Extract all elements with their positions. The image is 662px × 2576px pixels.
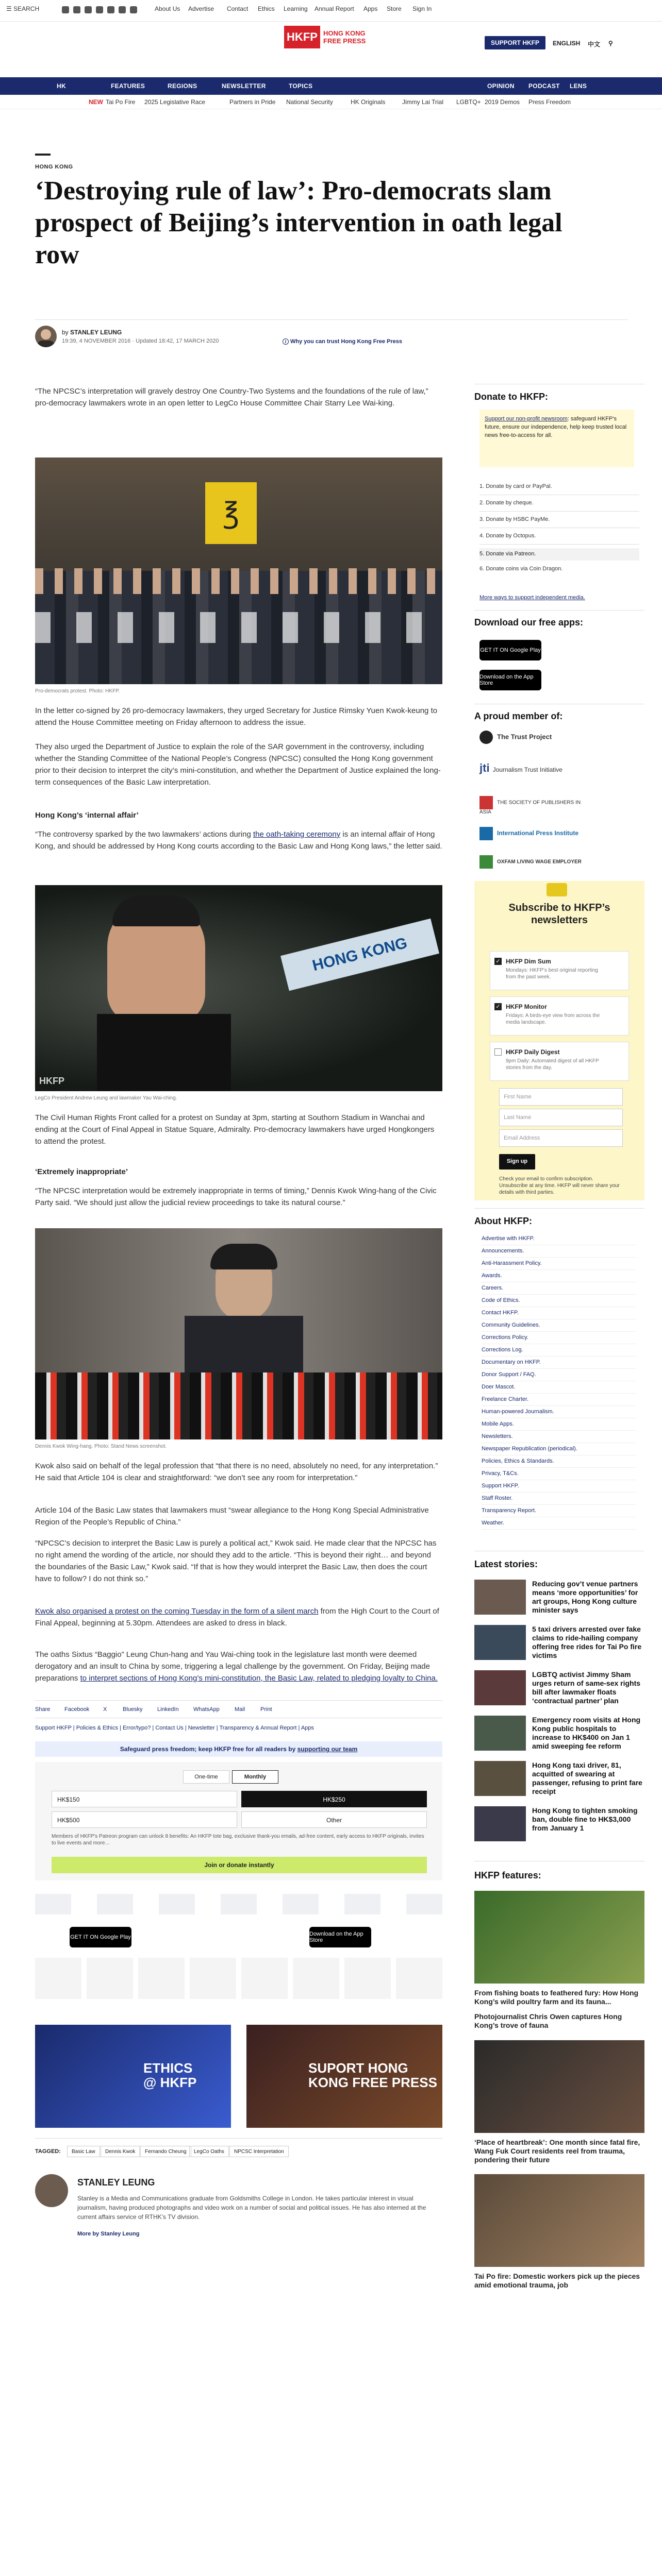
divider (35, 2138, 442, 2139)
silent-march-link[interactable]: Kwok also organised a protest on the coming Tuesday in the form of a silent march (35, 1607, 319, 1616)
donate-option[interactable]: 1. Donate by card or PayPal. (479, 483, 552, 489)
story-thumbnail[interactable] (474, 1716, 526, 1751)
about-link[interactable]: Newspaper Republication (periodical). (482, 1446, 577, 1452)
article-paragraph: Article 104 of the Basic Law states that lawmakers must “swear allegiance to the Hong Kong Special Administrative Region of the People’s Republic of China.” (35, 1506, 429, 1527)
article-paragraph: The Civil Human Rights Front called for a protest on Sunday at 3pm, starting at Southorn Stadium in Wanchai and ending at the Court of Final Appeal in Statue Square, Admiralty. Pro-democracy lawmakers have urged Hongkongers to attend the protest. (35, 1113, 435, 1146)
trending-new-label: NEW (89, 98, 103, 106)
photo-caption: Dennis Kwok Wing-hang. Photo: Stand News screenshot. (35, 1444, 167, 1449)
story-thumbnail[interactable] (474, 1670, 526, 1705)
google-play-badge[interactable]: GET IT ON Google Play (479, 640, 541, 660)
logo-mark: HKFP (284, 26, 320, 48)
divider (482, 1467, 636, 1468)
more-by-author-link[interactable]: More by Stanley Leung (77, 2231, 140, 2237)
ethics-promo[interactable]: ETHICS @ HKFP (35, 2025, 231, 2128)
apps-title: Download our free apps: (474, 617, 584, 628)
lang-english-link[interactable]: ENGLISH (553, 40, 581, 47)
about-link[interactable]: Mobile Apps. (482, 1421, 514, 1427)
story-thumbnail[interactable] (474, 1761, 526, 1796)
member-oxfam[interactable]: OXFAM LIVING WAGE EMPLOYER (479, 855, 583, 869)
donate-option[interactable]: 2. Donate by cheque. (479, 500, 534, 506)
about-link[interactable]: Support HKFP. (482, 1483, 519, 1489)
about-link[interactable]: Newsletters. (482, 1433, 513, 1439)
about-link[interactable]: Corrections Log. (482, 1347, 523, 1353)
facebook-icon[interactable] (62, 6, 69, 13)
nav-regions[interactable]: REGIONS (168, 82, 197, 90)
feature-image[interactable] (474, 2174, 644, 2267)
instagram-icon[interactable] (85, 6, 92, 13)
email-field[interactable]: Email Address (499, 1129, 623, 1147)
divider (482, 1393, 636, 1394)
trending-item[interactable]: Partners in Pride (229, 98, 276, 106)
about-link[interactable]: Human-powered Journalism. (482, 1409, 554, 1415)
checkbox-icon[interactable] (494, 1048, 502, 1056)
nav-topics[interactable]: TOPICS (289, 82, 313, 90)
top-link-sign-in[interactable]: Sign In (412, 5, 432, 12)
member-trust-project[interactable]: The Trust Project (479, 731, 572, 744)
about-link[interactable]: Documentary on HKFP. (482, 1359, 541, 1365)
top-link-about[interactable]: About Us (155, 5, 180, 12)
about-link[interactable]: Awards. (482, 1273, 502, 1279)
donate-amount-selected[interactable]: HK$250 (241, 1791, 427, 1807)
nav-podcast[interactable]: PODCAST (528, 82, 560, 90)
top-link-contact[interactable]: Contact (227, 5, 249, 12)
article-paragraph: “The NPCSC’s interpretation will gravely destroy One Country-Two Systems and the foundations of the rule of law,” pro-democracy lawmakers wrote in an open letter to LegCo House Committee Chair Starry Lee Wai-king. (35, 387, 428, 408)
trending-item[interactable]: Press Freedom (528, 98, 571, 106)
share-label: Share (35, 1706, 51, 1713)
last-name-field[interactable]: Last Name (499, 1109, 623, 1126)
newsletter-box (474, 881, 644, 1200)
tag[interactable]: Basic Law (67, 2146, 100, 2157)
donate-amount[interactable]: HK$500 (52, 1811, 237, 1828)
donate-title: Donate to HKFP: (474, 392, 548, 402)
article-paragraph: They also urged the Department of Justice to explain the role of the SAR government in the controversy, including whether the Standing Committee of the National People’s Congress (NPCSC) consulted the Hong Kong government prior to their decision to interpret the city’s mini-constitution, and whether the Department of Justice explained the long-term consequences of the Basic Law interpretation. (35, 742, 441, 787)
divider (482, 1405, 636, 1406)
divider (474, 610, 644, 611)
search-icon[interactable]: ⚲ (608, 40, 613, 47)
member-jti[interactable]: jti Journalism Trust Initiative (479, 761, 562, 774)
nonprofit-link[interactable]: Support our non-profit newsroom (485, 416, 568, 422)
legco-photo (35, 885, 442, 1091)
interpret-link[interactable]: to interpret sections of Hong Kong’s mini-constitution, the Basic Law, related to pledging loyalty to China. (80, 1674, 438, 1683)
trending-item[interactable]: HK Originals (351, 98, 386, 106)
app-store-badge[interactable]: Download on the App Store (479, 670, 541, 690)
author-photo[interactable] (35, 2174, 68, 2207)
story-thumbnail[interactable] (474, 1580, 526, 1615)
trending-item[interactable]: LGBTQ+ (456, 98, 481, 106)
newsletter-title: Subscribe to HKFP’s newsletters (508, 902, 610, 926)
dennis-kwok-photo (35, 1228, 442, 1439)
x-icon[interactable] (73, 6, 80, 13)
donate-option[interactable]: 4. Donate by Octopus. (479, 533, 536, 539)
nav-lens[interactable]: LENS (570, 82, 587, 90)
newsletter-note: Check your email to confirm subscription. Unsubscribe at any time. HKFP will never share your details with third parties. (499, 1176, 620, 1195)
features-title: HKFP features: (474, 1870, 541, 1880)
hkfp-watermark: HKFP (39, 1076, 64, 1086)
author-box-name[interactable]: STANLEY LEUNG (77, 2177, 155, 2188)
feature-image[interactable] (474, 2040, 644, 2133)
divider (482, 1368, 636, 1369)
nav-opinion[interactable]: OPINION (487, 82, 515, 90)
tag[interactable]: LegCo Oaths (189, 2146, 229, 2157)
photo-caption: LegCo President Andrew Leung and lawmaker Yau Wai-ching. (35, 1095, 177, 1101)
about-link[interactable]: Weather. (482, 1520, 504, 1526)
divider (482, 1356, 636, 1357)
divider (482, 1529, 636, 1530)
trending-item[interactable]: Jimmy Lai Trial (402, 98, 444, 106)
latest-title: Latest stories: (474, 1559, 538, 1569)
trending-item[interactable]: Tai Po Fire (106, 98, 136, 106)
divider (474, 1208, 644, 1209)
divider (479, 511, 639, 512)
divider (482, 1331, 636, 1332)
article-dates: 19:39, 4 NOVEMBER 2016 · Updated 18:42, 17 MARCH 2020 (62, 338, 219, 344)
article-paragraph: “NPCSC’s decision to interpret the Basic Law is purely a political act,” Kwok said. He made clear that the NPCSC has no right amend the wording of the article, nor should they add to the article. “This is beyond their right… and beyond the boundaries of the Basic Law,” Kwok said. “If that is how they would interpret the Basic Law, then does the court have to follow? I do not think so.” (35, 1539, 437, 1583)
article-paragraph: “The controversy sparked by the two lawmakers’ actions during the oath-taking ceremony is an internal affair of Hong Kong, and should be addressed by Hong Kong courts according to the Basic Law and Hong Kong laws,” the letter said. (35, 830, 442, 851)
share-mail[interactable]: Mail (235, 1706, 245, 1713)
feature-headline[interactable]: Tai Po fire: Domestic workers pick up the pieces amid emotional trauma, job (474, 2272, 640, 2289)
divider (35, 319, 628, 320)
subheading: Hong Kong’s ‘internal affair’ (35, 811, 139, 820)
about-link[interactable]: Contact HKFP. (482, 1310, 519, 1316)
protest-photo (35, 457, 442, 684)
trending-bar (0, 95, 662, 109)
about-link[interactable]: Staff Roster. (482, 1495, 513, 1501)
newsletter-option[interactable]: HKFP Daily Digest 9pm Daily: Automated digest of all HKFP stories from the day. (490, 1042, 629, 1081)
top-link-apps[interactable]: Apps (363, 5, 378, 12)
about-link[interactable]: Donor Support / FAQ. (482, 1371, 536, 1378)
trending-item[interactable]: 2025 Legislative Race (144, 98, 206, 106)
about-link[interactable]: Privacy, T&Cs. (482, 1470, 519, 1477)
story-headline[interactable]: Hong Kong taxi driver, 81, acquitted of swearing at passenger, refusing to print fare receipt (532, 1761, 642, 1795)
divider (482, 1430, 636, 1431)
divider (482, 1294, 636, 1295)
donate-note: Members of HKFP’s Patreon program can unlock 8 benefits: An HKFP tote bag, exclusive thank-you emails, ad-free content, early access to HKFP originals, invites to live events and more… (52, 1834, 424, 1846)
story-headline[interactable]: 5 taxi drivers arrested over fake claims to ride-hailing company offering free rides for Tai Po fire victims (532, 1625, 642, 1659)
top-link-ethics[interactable]: Ethics (258, 5, 275, 12)
top-link-learning[interactable]: Learning (284, 5, 308, 12)
donate-tab-monthly[interactable]: Monthly (232, 1770, 278, 1784)
tag[interactable]: NPCSC Interpretation (229, 2146, 289, 2157)
article-kicker[interactable]: HONG KONG (35, 164, 73, 170)
more-ways-link[interactable]: More ways to support independent media. (479, 595, 585, 601)
safeguard-banner: Safeguard press freedom; keep HKFP free for all readers by supporting our team (35, 1741, 442, 1757)
donate-intro: Support our non-profit newsroom: safeguard HKFP’s future, ensure our independence, help keep trusted local news free-to-access for all. (479, 410, 634, 467)
support-links-line[interactable]: Support HKFP | Policies & Ethics | Error/typo? | Contact Us | Newsletter | Transparency & Annual Report | Apps (35, 1725, 314, 1731)
story-headline[interactable]: LGBTQ activist Jimmy Sham urges return of same-sex rights bill after lawmaker floats ‘contractual partner’ plan (532, 1670, 641, 1705)
logo-words: HONG KONG FREE PRESS (320, 29, 377, 45)
trust-link[interactable]: i Why you can trust Hong Kong Free Press (283, 338, 402, 345)
divider (482, 1504, 636, 1505)
story-headline[interactable]: Hong Kong to tighten smoking ban, double fine to HK$3,000 from January 1 (532, 1806, 638, 1832)
nav-hk[interactable]: HK (57, 82, 66, 90)
about-link[interactable]: Community Guidelines. (482, 1322, 540, 1328)
checkbox-checked-icon[interactable]: ✓ (494, 1003, 502, 1010)
story-thumbnail[interactable] (474, 1806, 526, 1841)
photo-caption: Pro-democrats protest. Photo: HKFP. (35, 688, 120, 694)
member-ipi[interactable]: International Press Institute (479, 827, 583, 840)
feature-headline[interactable]: ‘Place of heartbreak’: One month since fatal fire, Wang Fuk Court residents reel from trauma, pondering their future (474, 2138, 640, 2164)
story-headline[interactable]: Emergency room visits at Hong Kong public hospitals to increase to HK$400 on Jan 1 amid sweeping fee reform (532, 1716, 641, 1750)
top-link-annual-report[interactable]: Annual Report (315, 5, 354, 12)
share-x[interactable]: X (103, 1706, 107, 1713)
author-avatar[interactable] (35, 326, 57, 347)
hkfp-logo[interactable] (284, 26, 379, 48)
oath-taking-link[interactable]: the oath-taking ceremony (253, 830, 341, 839)
tag[interactable]: Dennis Kwok (101, 2146, 140, 2157)
lang-chinese-link[interactable]: 中文 (588, 41, 601, 48)
subheading: ‘Extremely inappropriate’ (35, 1167, 128, 1176)
nav-newsletter[interactable]: NEWSLETTER (222, 82, 266, 90)
article-paragraph: Kwok also organised a protest on the coming Tuesday in the form of a silent march from the High Court to the Court of Final Appeal, beginning at 5.30pm. Attendees are asked to dress in black. (35, 1607, 439, 1628)
signup-button[interactable]: Sign up (499, 1154, 535, 1170)
story-thumbnail[interactable] (474, 1625, 526, 1660)
donate-amount[interactable]: HK$150 (52, 1791, 237, 1807)
article-paragraph: In the letter co-signed by 26 pro-democracy lawmakers, they urged Secretary for Justice Rimsky Yuen Kwok-keung to attend the House Committee meeting on Friday afternoon to address the issue. (35, 706, 438, 727)
whatsapp-icon[interactable] (107, 6, 114, 13)
top-utility-bar (0, 0, 662, 22)
trending-item[interactable]: National Security (286, 98, 333, 106)
about-link[interactable]: Anti-Harassment Policy. (482, 1260, 542, 1266)
about-link[interactable]: Freelance Charter. (482, 1396, 529, 1402)
donate-option[interactable]: 5. Donate via Patreon. (479, 548, 639, 561)
divider (482, 1492, 636, 1493)
feature-image[interactable] (474, 1891, 644, 1984)
about-link[interactable]: Transparency Report. (482, 1507, 536, 1514)
top-link-store[interactable]: Store (387, 5, 402, 12)
member-title: A proud member of: (474, 711, 563, 721)
support-promo[interactable]: SUPORT HONG KONG FREE PRESS (246, 2025, 442, 2128)
app-store-badge[interactable]: Download on the App Store (309, 1927, 371, 1947)
share-facebook[interactable]: Facebook (64, 1706, 90, 1713)
checkbox-checked-icon[interactable]: ✓ (494, 958, 502, 965)
author-bio: Stanley is a Media and Communications graduate from Goldsmiths College in London. He takes particular interest in visual journalism, having produced photographs and video work on a number of social and political issues. He has also interned at the current affairs service of RTHK’s TV division. (77, 2195, 426, 2221)
partner-logos (35, 1894, 442, 1914)
yellow-banner: ℥ (205, 482, 257, 544)
about-title: About HKFP: (474, 1216, 532, 1226)
share-linkedin[interactable]: LinkedIn (157, 1706, 179, 1713)
share-whatsapp[interactable]: WhatsApp (193, 1706, 220, 1713)
divider (482, 1269, 636, 1270)
feature-headline[interactable]: Photojournalist Chris Owen captures Hong Kong’s trove of fauna (474, 2012, 622, 2029)
tag[interactable]: Fernando Cheung (140, 2146, 191, 2157)
donate-option[interactable]: 3. Donate by HSBC PayMe. (479, 516, 550, 522)
about-link[interactable]: Careers. (482, 1285, 504, 1291)
google-play-badge[interactable]: GET IT ON Google Play (70, 1927, 131, 1947)
divider (482, 1257, 636, 1258)
youtube-icon[interactable] (96, 6, 103, 13)
donate-tab-one-time[interactable]: One-time (183, 1770, 229, 1784)
threads-icon[interactable] (119, 6, 126, 13)
article-paragraph: The oaths Sixtus “Baggio” Leung Chun-hang and Yau Wai-ching took in the legislature last month were deemed derogatory and an insult to China by some, triggering a legal challenge by the government. On Friday, Beijing made preparations to interpret sections of Hong Kong’s mini-constitution, the Basic Law, related to pledging loyalty to China. (35, 1650, 438, 1683)
feature-headline[interactable]: From fishing boats to feathered fury: How Hong Kong’s wild poultry farm and its fauna... (474, 1989, 639, 2006)
about-link[interactable]: Code of Ethics. (482, 1297, 520, 1303)
member-sopa[interactable]: THE SOCIETY OF PUBLISHERS IN ASIA (479, 796, 583, 815)
kicker-rule (35, 154, 51, 156)
about-link[interactable]: Announcements. (482, 1248, 524, 1254)
menu-icon: ☰ (6, 5, 12, 12)
donate-amount-other[interactable]: Other (241, 1811, 427, 1828)
divider (35, 1700, 442, 1701)
divider (479, 544, 639, 545)
mail-icon (547, 883, 567, 896)
byline: by STANLEY LEUNG (62, 329, 122, 336)
support-hkfp-button[interactable]: SUPPORT HKFP (485, 36, 545, 49)
about-link[interactable]: Doer Mascot. (482, 1384, 516, 1390)
article-headline: ‘Destroying rule of law’: Pro-democrats slam prospect of Beijing’s intervention in oath legal row (35, 176, 562, 269)
about-link[interactable]: Advertise with HKFP. (482, 1235, 535, 1242)
trending-item[interactable]: 2019 Demos (485, 98, 520, 106)
support-team-link[interactable]: supporting our team (297, 1745, 358, 1753)
join-donate-button[interactable]: Join or donate instantly (52, 1857, 427, 1873)
share-print[interactable]: Print (260, 1706, 272, 1713)
newsletter-option[interactable]: ✓ HKFP Monitor Fridays: A birds-eye view from across the media landscape. (490, 996, 629, 1036)
newsletter-option[interactable]: ✓ HKFP Dim Sum Mondays: HKFP’s best original reporting from the past week. (490, 951, 629, 990)
main-nav (0, 77, 662, 95)
share-bluesky[interactable]: Bluesky (123, 1706, 143, 1713)
top-link-advertise[interactable]: Advertise (188, 5, 214, 12)
author-link[interactable]: STANLEY LEUNG (70, 329, 122, 336)
banner-prop: HONG KONG (280, 919, 439, 991)
about-link[interactable]: Corrections Policy. (482, 1334, 528, 1341)
search-link[interactable]: ☰ SEARCH (6, 5, 40, 12)
info-icon: i (283, 338, 289, 345)
article-paragraph: “The NPCSC interpretation would be extremely inappropriate in terms of timing,” Dennis Kwok Wing-hang of the Civic Party said. “We should just allow the judicial review proceedings to take its natural course.” (35, 1187, 437, 1207)
nav-features[interactable]: FEATURES (111, 82, 145, 90)
first-name-field[interactable]: First Name (499, 1088, 623, 1106)
tagged-label: TAGGED: (35, 2148, 61, 2155)
article-paragraph: Kwok also said on behalf of the legal profession that “that there is no need, absolutely no need, for any interpretation.” He said that Article 104 is clear and straightforward: “we don’t see any room for interpretation.” (35, 1462, 438, 1482)
story-headline[interactable]: Reducing gov’t venue partners means ‘more opportunities’ for art groups, Hong Kong culture minister says (532, 1580, 638, 1614)
payment-logos (35, 1958, 442, 1999)
linkedin-icon[interactable] (130, 6, 137, 13)
about-link[interactable]: Policies, Ethics & Standards. (482, 1458, 554, 1464)
donate-option[interactable]: 6. Donate coins via Coin Dragon. (479, 566, 563, 572)
